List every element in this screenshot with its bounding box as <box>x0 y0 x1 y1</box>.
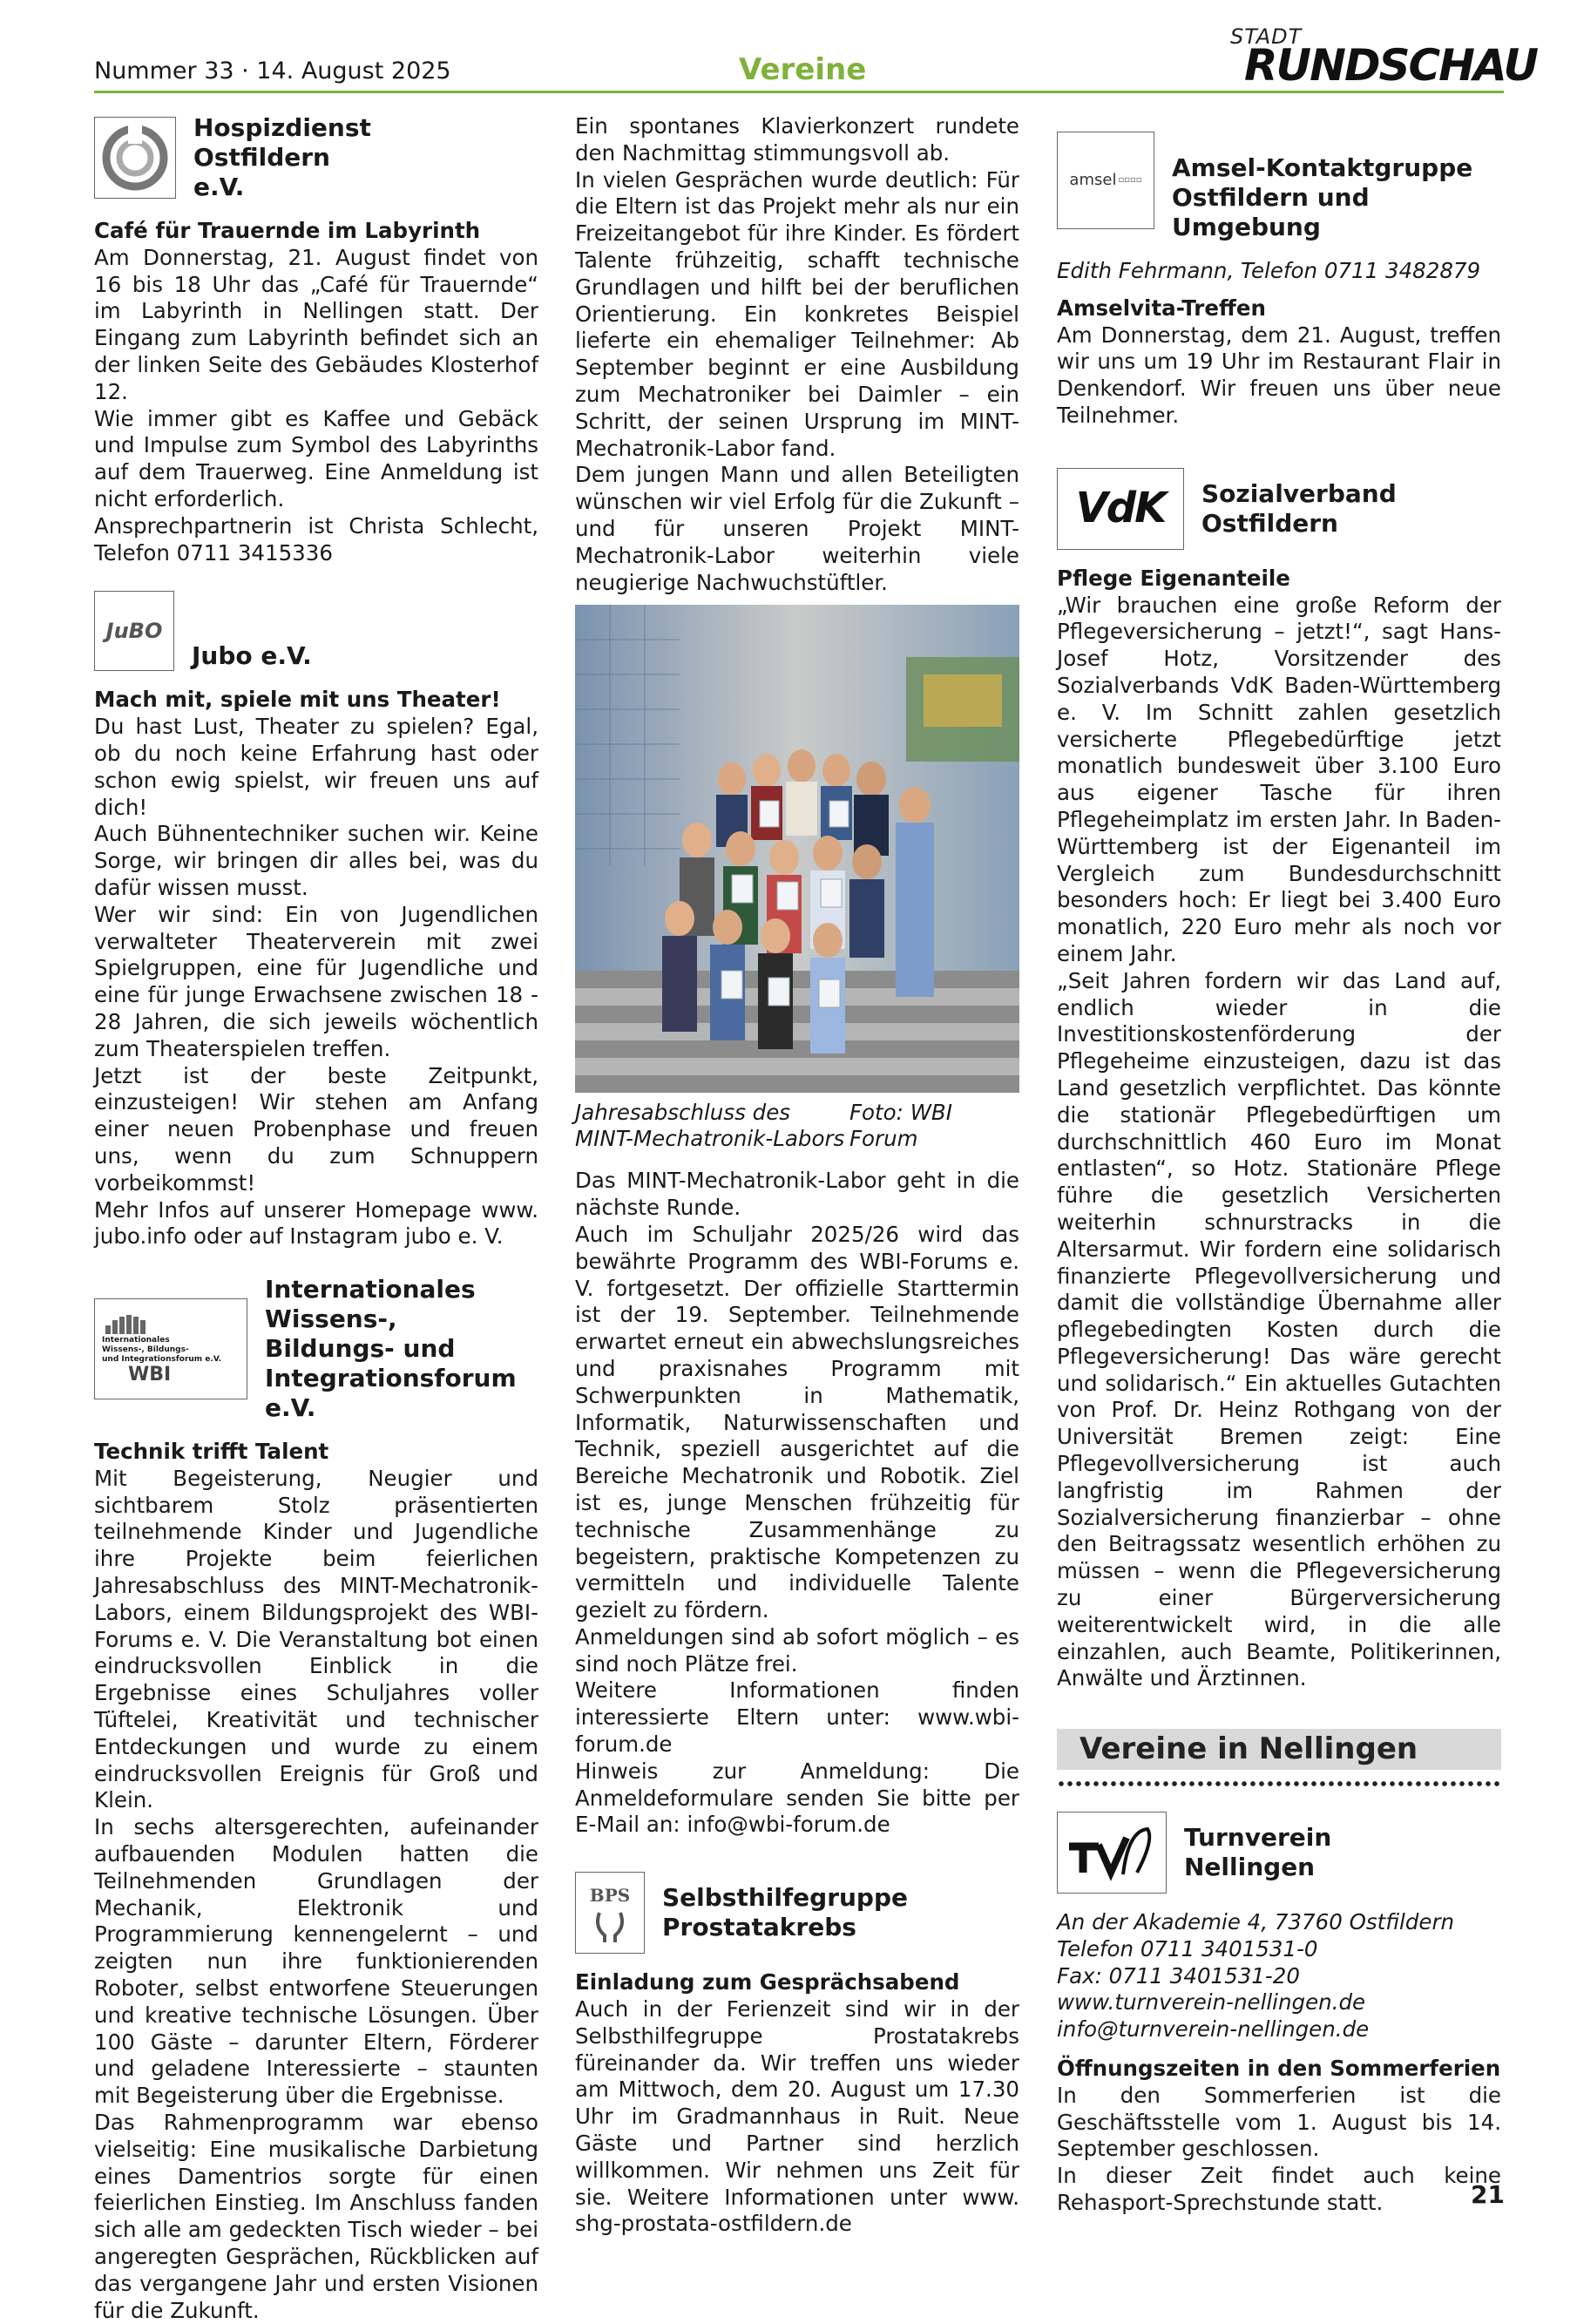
org-jubo <box>94 591 538 671</box>
paragraph: Wie immer gibt es Kaffee und Gebäck und Impulse zum Symbol des Labyrinths auf dem Trauerweg. Eine Anmeldung ist nicht erforderlich. <box>94 405 538 512</box>
org-amsel <box>1057 119 1501 242</box>
org-name: Hospizdienst Ostfildern e.V. <box>193 113 371 201</box>
article-heading: Mach mit, spiele mit uns Theater! <box>94 687 501 713</box>
paragraph: In sechs altersgerechten, aufeinander aufbauenden Modulen hatten die Teilnehmenden Grundlagen der Mechanik, Elektronik und Programmierung kennengelernt – und zeigten nun ihre funktionierenden Roboter, selbst entworfene Steuerungen und kreative technische Lösungen. Über 100 Gäste – darunter Eltern, Förderer und geladene Interessierte – staunten mit Begeisterung über die Ergebnisse. <box>94 1814 538 2109</box>
paragraph: Jetzt ist der beste Zeitpunkt, einzusteigen! Wir stehen am Anfang einer neuen Probenphase und freuen uns, wenn du zum Schnuppern vorbeikommst! <box>94 1062 538 1196</box>
address-line: An der Akademie 4, 73760 Ostfildern <box>1057 1909 1455 1935</box>
vdk-logo-text: VdK <box>1075 484 1166 533</box>
website-link[interactable]: www.turnverein-nellingen.de <box>1057 1989 1366 2016</box>
dotted-divider <box>1057 1780 1501 1787</box>
paragraph: Wer wir sind: Ein von Jugendlichen verwalteter Theaterverein mit zwei Spielgruppen, eine für Jugendliche und eine für junge Erwachsene zwischen 18 - 28 Jahren, die sich jeweils wöchentlich zum Theaterspielen treffen. <box>94 901 538 1061</box>
paragraph: Das MINT-Mechatronik-Labor geht in die nächste Runde. <box>575 1168 1019 1221</box>
bps-logo-text: BPS <box>589 1884 631 1906</box>
paragraph: Ein spontanes Klavierkonzert rundete den Nachmittag stimmungsvoll ab. <box>575 113 1019 166</box>
publication-logo: RUNDSCHAU <box>1244 40 1538 91</box>
article-heading: Pflege Eigenanteile <box>1057 565 1290 591</box>
header-rule <box>94 91 1504 93</box>
paragraph: „Seit Jahren fordern wir das Land auf, endlich wieder in die Investitionskostenförderung der Pflegeheime einzusteigen, dazu ist das Land gesetzlich verpflichtet. Das könnte die stationär Pflegebedürftigen um durchschnittlich 460 Euro im Monat entlasten“, so Hotz. Stationäre Pflege führe die gesetzlich Versicherten weiterhin schnurstracks in die Altersarmut. Wir fordern eine solidarisch finanzierte Pflegevollversicherung und damit die vollständige Übernahme aller pflegebedingten Kosten durch die Pflegeversicherung! Das wäre gerecht und solidarisch.“ Ein aktuelles Gutachten von Prof. Dr. Heinz Rothgang von der Universität Bremen zeigt: Eine Pflegevollversicherung ist auch langfristig im Rahmen der Sozialversicherung finanzierbar – ohne den Beitragssatz wesentlich erhöhen zu müssen – wenn die Pflegeversicherung zu einer Bürgerversicherung weiterentwickelt wird, in die alle einzahlen, auch Beamte, Politikerinnen, Anwälte und Ärztinnen. <box>1057 967 1501 1691</box>
column-1 <box>94 113 538 2324</box>
org-bps <box>575 1872 1019 1954</box>
hospiz-logo-icon <box>94 117 176 199</box>
group-photo <box>575 605 1019 1093</box>
paragraph: Weitere Informationen finden interessierte Eltern unter: www.wbi-forum.de <box>575 1677 1019 1758</box>
page-number: 21 <box>1471 2180 1505 2209</box>
article-heading: Café für Trauernde im Labyrinth <box>94 218 481 243</box>
photo-credit: Foto: WBI Forum <box>849 1100 952 1152</box>
paragraph: Du hast Lust, Theater zu spielen? Egal, ob du noch keine Erfahrung hast oder schon ewig spielst, wir freuen uns auf dich! <box>94 714 538 820</box>
wbi-logo-line: Wissens-, Bildungs- <box>102 1345 189 1354</box>
org-name: Internationales Wissens-, Bildungs- und Integrationsforum e.V. <box>265 1275 517 1423</box>
org-name: Turnverein Nellingen <box>1184 1823 1332 1882</box>
jubo-logo-text: JuBO <box>105 618 163 643</box>
wbi-logo-line: Internationales <box>102 1335 170 1345</box>
paragraph: Auch Bühnentechniker suchen wir. Keine Sorge, wir bringen dir alles bei, was du dafür wissen musst. <box>94 821 538 900</box>
paragraph: In dieser Zeit findet auch keine Rehasport-Sprechstunde statt. <box>1057 2163 1501 2216</box>
paragraph: „Wir brauchen eine große Reform der Pflegeversicherung – jetzt!“, sagt Hans-Josef Hotz, Vorsitzender des Sozialverbands VdK Baden-Württemberg e. V. Im Schnitt zahlen gesetzlich versicherte Pflegebedürftige jetzt monatlich bundesweit über 3.100 Euro aus eigener Tasche für ihren Pflegeheimplatz im ersten Jahr. In Baden-Württemberg ist der Eigenanteil im Vergleich zum Bundesdurchschnitt besonders hoch: Er liegt bei 3.400 Euro monatlich, 220 Euro mehr als noch vor einem Jahr. <box>1057 592 1501 966</box>
jubo-logo-icon <box>94 591 174 671</box>
org-name: Amsel-Kontaktgruppe Ostfildern und Umgebung <box>1172 153 1473 241</box>
vdk-logo-icon <box>1057 468 1184 550</box>
tvn-logo-icon <box>1057 1812 1167 1894</box>
org-name: Jubo e.V. <box>192 641 312 671</box>
section-title: Vereine <box>739 52 867 87</box>
photo-caption <box>575 1100 1019 1152</box>
org-name: Selbsthilfegruppe Prostatakrebs <box>662 1883 909 1942</box>
paragraph: Anmeldungen sind ab sofort möglich – es sind noch Plätze frei. <box>575 1623 1019 1677</box>
org-vdk <box>1057 468 1501 550</box>
org-hospiz <box>94 113 538 202</box>
bps-emblem-icon <box>592 1909 627 1944</box>
caption-text: Jahresabschluss des MINT-Mechatronik-Labors <box>575 1100 845 1152</box>
paragraph: Ansprechpartnerin ist Christa Schlecht, Telefon 0711 3415336 <box>94 512 538 566</box>
wbi-logo-icon <box>94 1298 247 1399</box>
wbi-logo-line: und Integrationsforum e.V. <box>102 1354 222 1364</box>
article-heading: Amselvita-Treffen <box>1057 295 1266 321</box>
amsel-logo-squares: ▫▫▫▫ <box>1118 174 1142 185</box>
bps-logo-icon <box>575 1872 645 1954</box>
paragraph: Auch in der Ferienzeit sind wir in der Selbsthilfegruppe Prostatakrebs füreinander da. Wir treffen uns wieder am Mittwoch, dem 20. August um 17.30 Uhr im Gradmannhaus in Ruit. Neue Gäste und Partner sind herzlich willkommen. Wir nehmen uns Zeit für sie. Weitere Informationen unter www. shg-prostata-ostfildern.de <box>575 1996 1019 2237</box>
email-link[interactable]: info@turnverein-nellingen.de <box>1057 2016 1370 2043</box>
issue-info: Nummer 33 · 14. August 2025 <box>94 58 451 85</box>
amsel-logo-icon <box>1057 132 1154 229</box>
org-wbi <box>94 1275 538 1423</box>
paragraph: Am Donnerstag, dem 21. August, treffen wir uns um 19 Uhr im Restaurant Flair in Denkendorf. Wir freuen uns über neue Teilnehmer. <box>1057 322 1501 428</box>
fax-line: Fax: 0711 3401531-20 <box>1057 1962 1300 1989</box>
paragraph: Hinweis zur Anmeldung: Die Anmeldeformulare senden Sie bitte per E-Mail an: info@wbi-forum.de <box>575 1758 1019 1838</box>
amsel-logo-text: amsel <box>1069 170 1117 189</box>
wbi-logo-abbr: WBI <box>128 1363 172 1386</box>
paragraph: Mehr Infos auf unserer Homepage www. jubo.info oder auf Instagram jubo e. V. <box>94 1196 538 1250</box>
paragraph: In den Sommerferien ist die Geschäftsstelle vom 1. August bis 14. September geschlossen. <box>1057 2082 1501 2162</box>
contact-line: Edith Fehrmann, Telefon 0711 3482879 <box>1057 258 1481 283</box>
paragraph: Auch im Schuljahr 2025/26 wird das bewährte Programm des WBI-Forums e. V. fortgesetzt. Der offizielle Starttermin ist der 19. September. Teilnehmende erwartet erneut ein abwechslungsreiches und praxisnahes Programm mit Schwerpunkten in Mathematik, Informatik, Naturwissenschaften und Technik, speziell ausgerichtet auf die Bereiche Mechatronik und Robotik. Ziel ist es, junge Menschen frühzeitig für technische Zusammenhänge zu begeistern, praktische Kompetenzen zu vermitteln und individuelle Talente gezielt zu fördern. <box>575 1221 1019 1623</box>
paragraph: Mit Begeisterung, Neugier und sichtbarem Stolz präsentierten teilnehmende Kinder und Jugendliche ihre Projekte beim feierlichen Jahresabschluss des MINT-Mechatronik-Labors, einem Bildungsprojekt des WBI-Forums e. V. Die Veranstaltung bot einen eindrucksvollen Einblick in die Ergebnisse eines Schuljahres voller Tüftelei, Kreativität und technischer Entdeckungen und wurde zu einem eindrucksvollen Ereignis für Groß und Klein. <box>94 1465 538 1813</box>
logo-top: STADT <box>1230 24 1303 49</box>
org-name: Sozialverband Ostfildern <box>1201 478 1397 538</box>
paragraph: In vielen Gesprächen wurde deutlich: Für die Eltern ist das Projekt mehr als nur ein Freizeitangebot für ihre Kinder. Es fördert Talente frühzeitig, schafft technische Grundlagen und hilft bei der beruflichen Orientierung. Ein konkretes Beispiel lieferte ein ehemaliger Teilnehmer: Ab September beginnt er eine Ausbildung zum Mechatroniker bei Daimler – ein Schritt, der seinen Ursprung im MINT-Mechatronik-Labor fand. <box>575 166 1019 461</box>
column-2 <box>575 113 1019 2238</box>
paragraph: Das Rahmenprogramm war ebenso vielseitig: Eine musikalische Darbietung eines Damentrios sorgte für einen feierlichen Einstieg. Im Anschluss fanden sich alle am gedeckten Tisch wieder – bei angeregten Gesprächen, Rückblicken auf das vergangene Jahr und ersten Visionen für die Zukunft. <box>94 2110 538 2323</box>
section-heading: Vereine in Nellingen <box>1057 1729 1501 1770</box>
article-heading: Öffnungszeiten in den Sommerferien <box>1057 2056 1501 2082</box>
article-heading: Technik trifft Talent <box>94 1439 329 1465</box>
paragraph: Am Donnerstag, 21. August findet von 16 bis 18 Uhr das „Café für Trauernde“ im Labyrinth in Nellingen statt. Der Eingang zum Labyrinth befindet sich an der linken Seite des Gebäudes Klosterhof 12. <box>94 244 538 404</box>
tvn-emblem-icon <box>1064 1822 1160 1883</box>
wbi-arc-icon <box>102 1313 154 1336</box>
column-3 <box>1057 113 1501 2217</box>
org-tvn <box>1057 1812 1501 1894</box>
paragraph: Dem jungen Mann und allen Beteiligten wünschen wir viel Erfolg für die Zukunft – und für unseren Projekt MINT-Mechatronik-Labor weiterhin viele neugierige Nachwuchstüftler. <box>575 462 1019 595</box>
article-heading: Einladung zum Gesprächsabend <box>575 1969 960 1995</box>
phone-line: Telefon 0711 3401531-0 <box>1057 1935 1318 1962</box>
